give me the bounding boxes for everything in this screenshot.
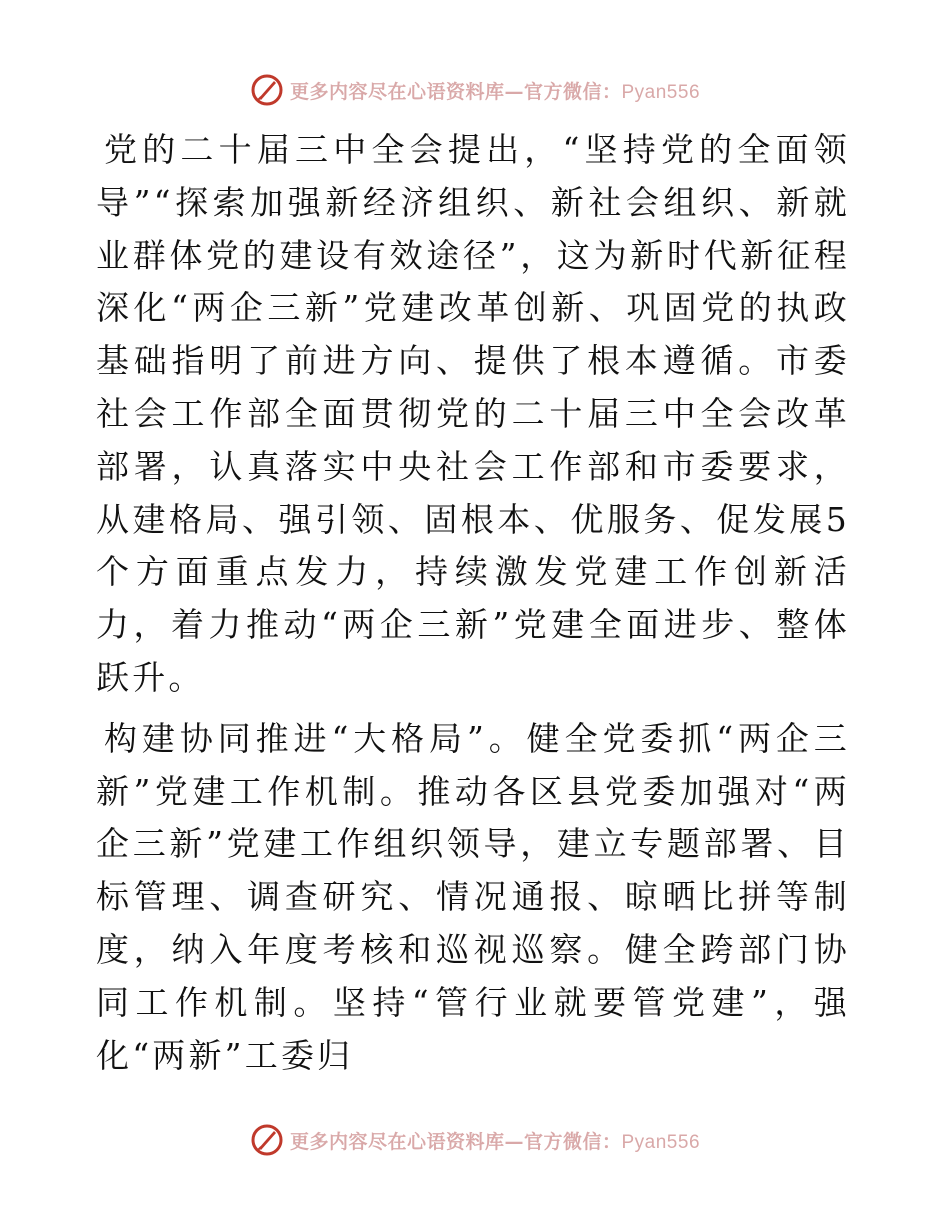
watermark-wechat-id: Pyan556 <box>621 1131 701 1153</box>
footer-watermark <box>0 1120 950 1160</box>
paragraph-1: 党的二十届三中全会提出，“坚持党的全面领导”“探索加强新经济组织、新社会组织、新就业群体党的建设有效途径”，这为新时代新征程深化“两企三新”党建改革创新、巩固党的执政基础指明了前进方向、提供了根本遵循。市委社会工作部全面贯彻党的二十届三中全会改革部署，认真落实中央社会工作部和市委要求，从建格局、强引领、固根本、优服务、促发展5个方面重点发力，持续激发党建工作创新活力，着力推动“两企三新”党建全面进步、整体跃升。 <box>96 130 850 697</box>
watermark-text: 更多内容尽在心语资料库—官方微信：Pyan556 <box>289 1130 701 1153</box>
header-watermark <box>0 70 950 110</box>
watermark-wechat-id: Pyan556 <box>621 81 701 103</box>
red-quill-seal-icon <box>250 73 284 107</box>
watermark-text: 更多内容尽在心语资料库—官方微信：Pyan556 <box>289 80 701 103</box>
document-body <box>96 124 850 1082</box>
red-quill-seal-icon <box>250 1123 284 1157</box>
paragraph-2: 构建协同推进“大格局”。健全党委抓“两企三新”党建工作机制。推动各区县党委加强对“两企三新”党建工作组织领导，建立专题部署、目标管理、调查研究、情况通报、晾晒比拼等制度，纳入年度考核和巡视巡察。健全跨部门协同工作机制。坚持“管行业就要管党建”，强化“两新”工委归 <box>96 718 850 1075</box>
